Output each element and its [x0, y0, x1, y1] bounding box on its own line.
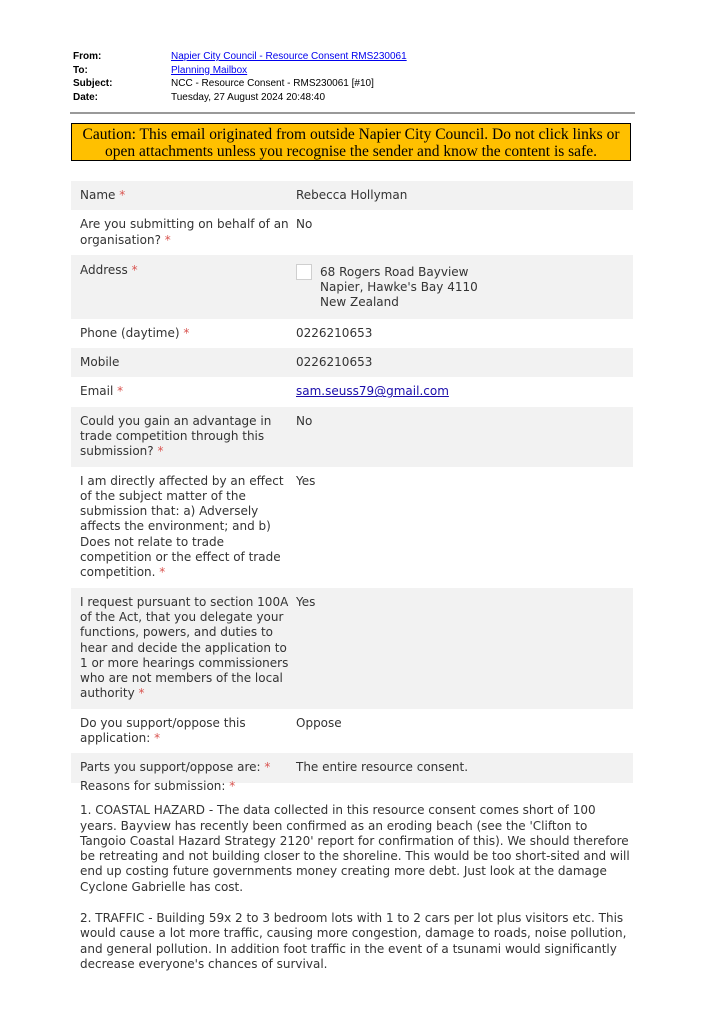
to-link[interactable]: Planning Mailbox — [171, 64, 248, 76]
map-checkbox[interactable] — [296, 264, 312, 280]
trade-competition-label: Could you gain an advantage in trade competition through this submission? * — [80, 413, 272, 459]
phone-value: 0226210653 — [296, 325, 373, 340]
reasons-label: Reasons for submission: * — [80, 779, 236, 793]
mobile-label: Mobile — [80, 355, 120, 370]
row-trade-competition — [71, 407, 633, 467]
email-label: Email * — [80, 384, 124, 399]
email-header — [73, 50, 407, 104]
header-divider — [70, 112, 635, 114]
row-name — [71, 181, 633, 210]
name-label: Name * — [80, 188, 126, 202]
required-marker: * — [117, 384, 124, 399]
parts-label: Parts you support/oppose are: * — [80, 760, 271, 775]
required-marker: * — [164, 232, 171, 247]
mobile-value: 0226210653 — [296, 355, 373, 370]
organisation-label: Are you submitting on behalf of an organisation? * — [80, 217, 289, 247]
row-support-oppose — [71, 709, 633, 754]
trade-competition-value: No — [296, 413, 313, 428]
directly-affected-value: Yes — [296, 473, 316, 488]
row-address — [71, 255, 633, 319]
required-marker: * — [138, 686, 145, 701]
date-label: Date: — [73, 91, 99, 103]
row-phone — [71, 319, 633, 348]
row-organisation — [71, 210, 633, 255]
row-mobile — [71, 348, 633, 377]
address-label: Address * — [80, 262, 138, 277]
required-marker: * — [154, 731, 161, 746]
to-label: To: — [73, 64, 88, 76]
required-marker: * — [157, 444, 164, 459]
header-to-row — [73, 64, 407, 78]
required-marker: * — [264, 760, 271, 775]
from-label: From: — [73, 51, 102, 62]
name-value: Rebecca Hollyman — [296, 188, 408, 202]
directly-affected-label: I am directly affected by an effect of the subject matter of the submission that: a) Adversely affects the environment; and b) Does not relate to trade competition or the effect of trade competition. * — [80, 473, 284, 580]
row-email — [71, 377, 633, 406]
support-oppose-label: Do you support/oppose this application: * — [80, 715, 246, 746]
subject-label: Subject: — [73, 78, 113, 89]
address-line-1: 68 Rogers Road Bayview — [320, 264, 469, 279]
parts-value: The entire resource consent. — [296, 760, 469, 775]
caution-text: Caution: This email originated from outside Napier City Council. Do not click links or open attachments unless you recognise the sender and know the content is safe. — [82, 126, 620, 160]
caution-banner — [71, 123, 631, 161]
header-subject-row — [73, 77, 407, 91]
subject-value: NCC - Resource Consent - RMS230061 [#10] — [171, 78, 374, 89]
reasons-section — [80, 779, 630, 988]
email-link[interactable]: sam.seuss79@gmail.com — [296, 384, 449, 399]
address-line-2: Napier, Hawke's Bay 4110 — [320, 280, 478, 295]
required-marker: * — [119, 188, 126, 202]
address-value — [296, 263, 624, 311]
support-oppose-value: Oppose — [296, 715, 342, 730]
header-date-row — [73, 91, 407, 105]
address-line-3: New Zealand — [320, 295, 399, 310]
delegate-request-value: Yes — [296, 594, 316, 609]
row-delegate-request — [71, 588, 633, 709]
phone-label: Phone (daytime) * — [80, 325, 190, 340]
required-marker: * — [229, 779, 236, 793]
date-value: Tuesday, 27 August 2024 20:48:40 — [171, 91, 326, 103]
submission-form — [71, 181, 633, 783]
required-marker: * — [131, 262, 138, 277]
reason-traffic: 2. TRAFFIC - Building 59x 2 to 3 bedroom lots with 1 to 2 cars per lot plus visitors etc. This would cause a lot more traffic, causing more congestion, damage to roads, noise pollution, and general pollution. In addition foot traffic in the event of a tsunami would significantly decrease everyone's chances of survival. — [80, 911, 627, 971]
from-link[interactable]: Napier City Council - Resource Consent RMS230061 — [171, 51, 407, 62]
address-lines — [320, 263, 478, 311]
header-from-row — [73, 50, 407, 64]
reason-coastal-hazard: 1. COASTAL HAZARD - The data collected in this resource consent comes short of 100 years. Bayview has recently been confirmed as an eroding beach (see the 'Clifton to Tangoio Coastal Hazard Strategy 2120' report for confirmation of this). We should therefore be retreating and not building closer to the shoreline. This would be too short-sited and will end up costing future governments money creating more debt. Just look at the damage Cyclone Gabrielle has cost. — [80, 803, 630, 894]
required-marker: * — [183, 325, 190, 340]
delegate-request-label: I request pursuant to section 100A of the Act, that you delegate your functions, powers, and duties to hear and decide the application to 1 or more hearings commissioners who are not members of the local authority * — [80, 594, 289, 701]
email-value — [296, 384, 624, 399]
organisation-value: No — [296, 217, 313, 232]
row-directly-affected — [71, 467, 633, 588]
required-marker: * — [159, 565, 166, 580]
